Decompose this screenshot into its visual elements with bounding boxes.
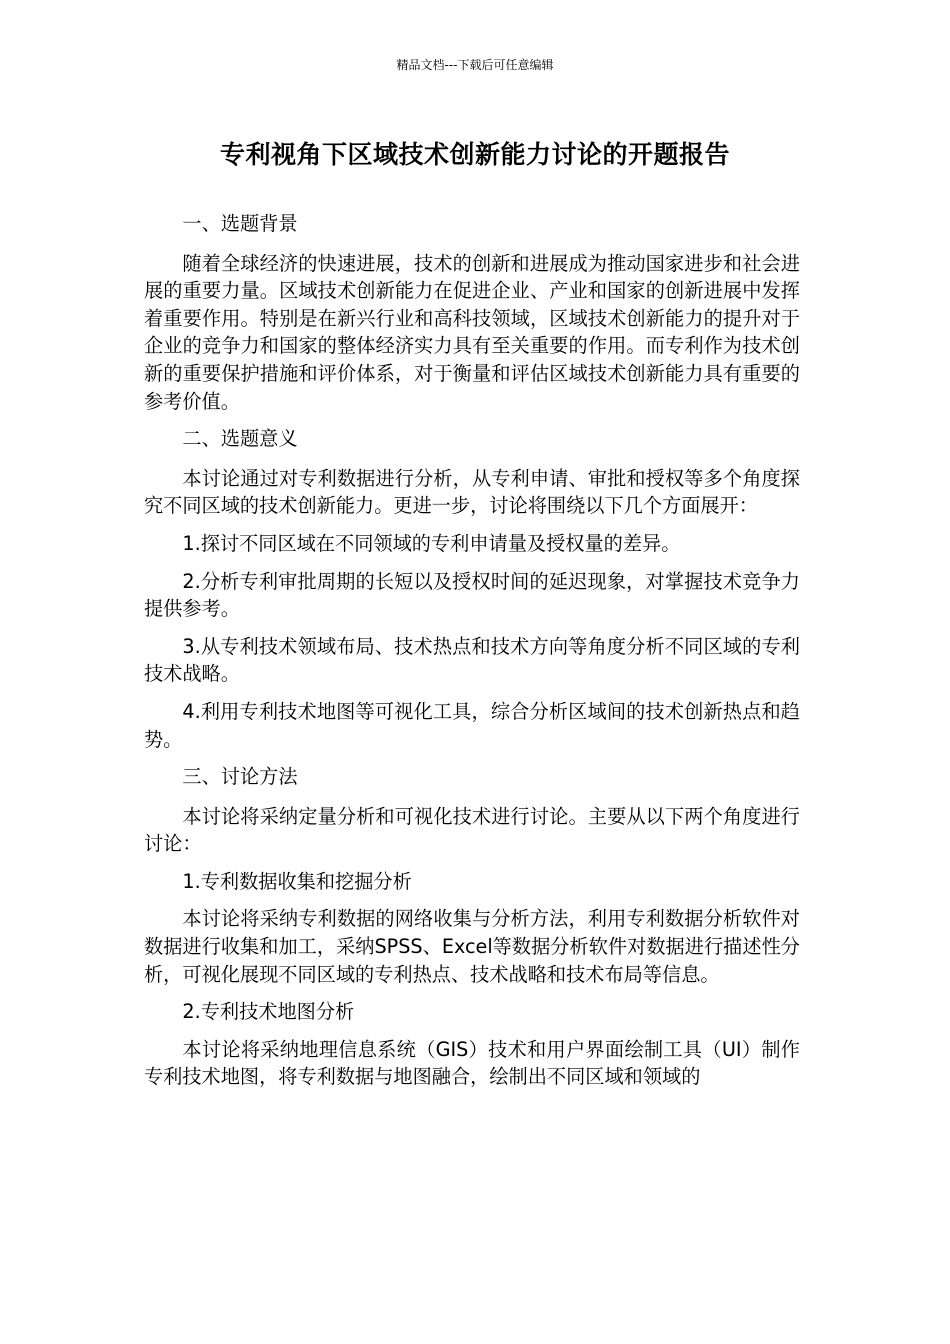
paragraph: 本讨论将采纳地理信息系统（GIS）技术和用户界面绘制工具（UI）制作专利技术地图，将专利数据与地图融合，绘制出不同区域和领域的 xyxy=(144,1037,800,1089)
document-title: 专利视角下区域技术创新能力讨论的开题报告 xyxy=(219,140,730,169)
list-item: 1.探讨不同区域在不同领域的专利申请量及授权量的差异。 xyxy=(182,531,681,555)
paragraph: 本讨论将采纳专利数据的网络收集与分析方法，利用专利数据分析软件对数据进行收集和加工，采纳SPSS、Excel等数据分析软件对数据进行描述性分析，可视化展现不同区域的专利热点、技术战略和技术布局等信息。 xyxy=(144,907,800,986)
list-item: 2.分析专利审批周期的长短以及授权时间的延迟现象，对掌握技术竞争力提供参考。 xyxy=(144,569,800,621)
page-header: 精品文档---下载后可任意编辑 xyxy=(396,58,554,72)
list-item: 4.利用专利技术地图等可视化工具，综合分析区域间的技术创新热点和趋势。 xyxy=(144,699,800,751)
list-item: 3.从专利技术领域布局、技术热点和技术方向等角度分析不同区域的专利技术战略。 xyxy=(144,634,800,686)
section-heading-significance: 二、选题意义 xyxy=(182,427,298,451)
section-heading-background: 一、选题背景 xyxy=(182,212,298,235)
paragraph: 本讨论将采纳定量分析和可视化技术进行讨论。主要从以下两个角度进行讨论： xyxy=(144,804,800,856)
document-body xyxy=(144,210,800,1101)
subheading: 2.专利技术地图分析 xyxy=(182,1000,355,1024)
subheading: 1.专利数据收集和挖掘分析 xyxy=(182,869,412,893)
paragraph: 本讨论通过对专利数据进行分析，从专利申请、审批和授权等多个角度探究不同区域的技术创新能力。更进一步，讨论将围绕以下几个方面展开： xyxy=(144,466,800,518)
paragraph: 随着全球经济的快速进展，技术的创新和进展成为推动国家进步和社会进展的重要力量。区域技术创新能力在促进企业、产业和国家的创新进展中发挥着重要作用。特别是在新兴行业和高科技领域，区域技术创新能力的提升对于企业的竞争力和国家的整体经济实力具有至关重要的作用。而专利作为技术创新的重要保护措施和评价体系，对于衡量和评估区域技术创新能力具有重要的参考价值。 xyxy=(144,251,800,413)
section-heading-method: 三、讨论方法 xyxy=(182,765,298,789)
